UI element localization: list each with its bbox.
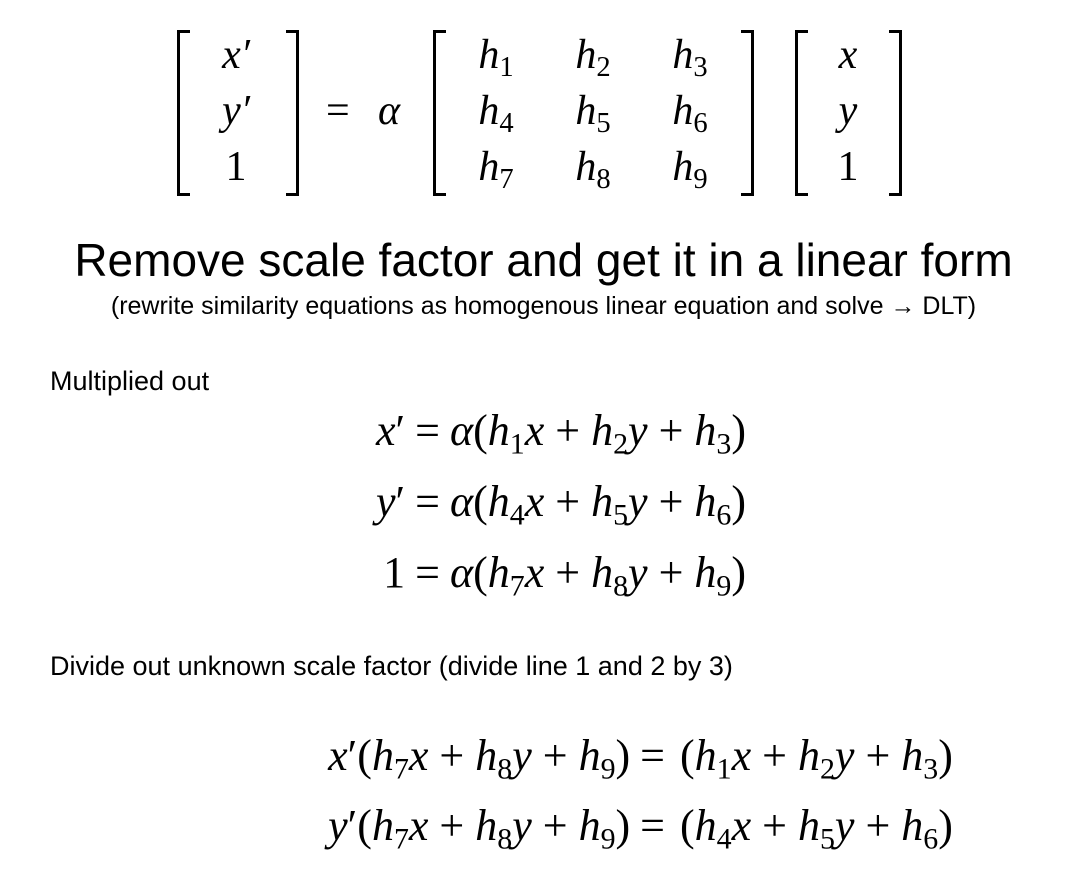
lhs-vector-right-bracket	[286, 30, 299, 196]
matrix-entry-h3: $h_3$	[672, 32, 708, 83]
lhs-vector-entry: 1	[225, 144, 247, 190]
equation-rhs: $\alpha(h_7x + h_8y + h_9)$	[450, 548, 746, 603]
matrix-entry-h6: $h_6$	[672, 88, 708, 139]
equation-lhs: $y'(h_7x + h_8y + h_9)$ =	[328, 801, 665, 856]
matrix-entry-h4: $h_4$	[478, 88, 514, 139]
equation-rhs: $(h_4x + h_5y + h_6)$	[680, 801, 953, 856]
matrix-entry-h1: $h_1$	[478, 32, 514, 83]
equation-rhs: $(h_1x + h_2y + h_3)$	[680, 731, 953, 786]
matrix-entry-h2: $h_2$	[575, 32, 611, 83]
lhs-vector-entry: y′	[222, 88, 250, 134]
equals-sign: =	[326, 88, 350, 134]
matrix-equation	[0, 24, 1087, 204]
equation-lhs: 1 =	[383, 548, 440, 597]
equation-lhs: x′ =	[376, 406, 440, 455]
rhs-vector-entry: y	[838, 88, 858, 134]
equation-row	[0, 726, 1087, 786]
matrix-entry-h7: $h_7$	[478, 144, 514, 195]
scale-alpha: α	[378, 88, 401, 134]
equation-lhs: y′ =	[376, 477, 440, 526]
rhs-vector-entry: 1	[837, 144, 859, 190]
page-subtitle: (rewrite similarity equations as homogenous linear equation and solve → DLT)	[110, 292, 977, 320]
lhs-vector-entry: x′	[222, 32, 250, 78]
rhs-vector-entry: x	[838, 32, 858, 78]
equation-row	[0, 472, 1087, 532]
section-label-divide: Divide out unknown scale factor (divide line 1 and 2 by 3)	[50, 651, 733, 681]
equation-row	[0, 543, 1087, 603]
matrix-entry-h9: $h_9$	[672, 144, 708, 195]
matrix-entry-h8: $h_8$	[575, 144, 611, 195]
matrix-entry-h5: $h_5$	[575, 88, 611, 139]
matrix-right-bracket	[741, 30, 754, 196]
page-title: Remove scale factor and get it in a linear form	[74, 234, 1013, 286]
equation-row	[0, 401, 1087, 461]
equation-row	[0, 796, 1087, 856]
section-label-multiplied: Multiplied out	[50, 366, 210, 396]
equation-rhs: $\alpha(h_1x + h_2y + h_3)$	[450, 406, 746, 461]
rhs-vector-right-bracket	[889, 30, 902, 196]
matrix-left-bracket	[433, 30, 446, 196]
equation-rhs: $\alpha(h_4x + h_5y + h_6)$	[450, 477, 746, 532]
equation-lhs: $x'(h_7x + h_8y + h_9)$ =	[328, 731, 665, 786]
